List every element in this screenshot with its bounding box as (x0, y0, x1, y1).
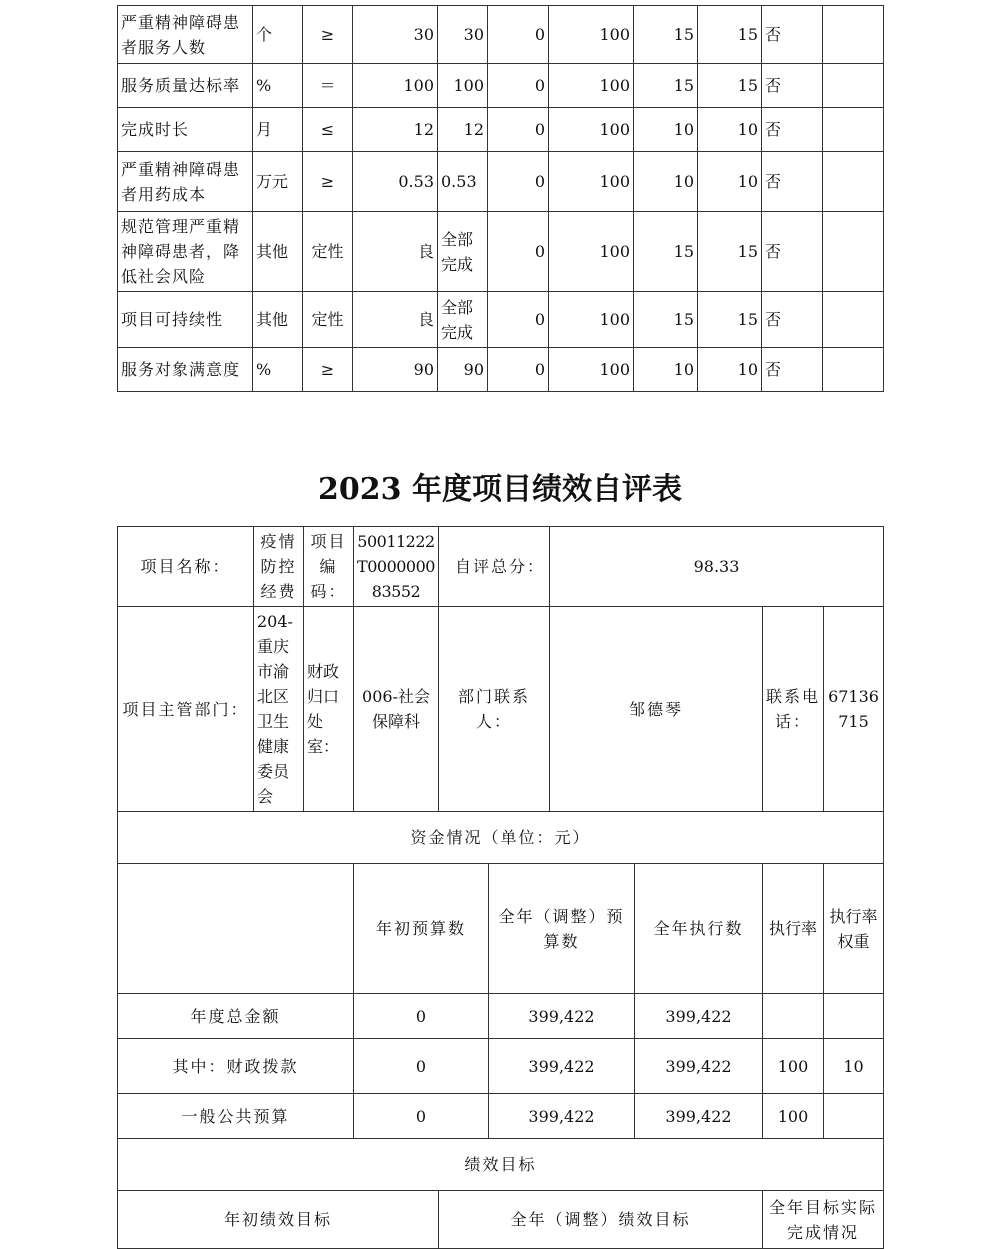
project-code-label: 项目编码： (304, 527, 354, 607)
indicator-name: 服务对象满意度 (118, 348, 253, 392)
indicator-score: 15 (698, 6, 762, 64)
fund-executed: 399,422 (635, 994, 763, 1039)
indicator-completion: 100 (549, 152, 634, 212)
indicator-note (823, 292, 884, 348)
indicator-flag: 否 (762, 6, 823, 64)
indicator-note (823, 6, 884, 64)
indicator-score: 10 (698, 152, 762, 212)
indicator-row (118, 6, 884, 64)
indicator-deviation: 0 (488, 212, 549, 292)
indicator-completion: 100 (549, 108, 634, 152)
indicator-actual: 12 (438, 108, 488, 152)
fund-initial: 0 (354, 1094, 489, 1139)
indicator-note (823, 64, 884, 108)
indicator-target: 30 (353, 6, 438, 64)
fund-weight (824, 1094, 884, 1139)
dept-label: 项目主管部门： (118, 607, 254, 812)
fund-adjusted: 399,422 (489, 1094, 635, 1139)
col-actual-completion: 全年目标实际完成情况 (763, 1191, 884, 1249)
finance-office-label: 财政归口处室： (304, 607, 354, 812)
col-adjusted-budget: 全年（调整）预算数 (489, 864, 635, 994)
indicator-target: 0.53 (353, 152, 438, 212)
indicator-row (118, 108, 884, 152)
funds-row (118, 994, 884, 1039)
indicator-target: 90 (353, 348, 438, 392)
indicator-completion: 100 (549, 6, 634, 64)
indicator-row (118, 212, 884, 292)
perf-header-row (118, 1139, 884, 1191)
fund-row-label: 一般公共预算 (118, 1094, 354, 1139)
indicator-flag: 否 (762, 292, 823, 348)
indicator-actual: 全部完成 (438, 212, 488, 292)
indicator-deviation: 0 (488, 6, 549, 64)
indicator-name: 严重精神障碍患者用药成本 (118, 152, 253, 212)
indicator-unit: 其他 (253, 212, 303, 292)
indicator-score: 10 (698, 348, 762, 392)
indicator-deviation: 0 (488, 292, 549, 348)
fund-row-label: 其中：财政拨款 (118, 1039, 354, 1094)
indicator-operator: 定性 (303, 212, 353, 292)
page-title: 2023 年度项目绩效自评表 (318, 472, 682, 507)
col-rate-weight: 执行率权重 (824, 864, 884, 994)
phone-value: 67136715 (824, 607, 884, 812)
fund-initial: 0 (354, 994, 489, 1039)
dept-value: 204-重庆市渝北区卫生健康委员会 (254, 607, 304, 812)
indicator-operator: ≥ (303, 152, 353, 212)
indicator-unit: 月 (253, 108, 303, 152)
fund-row-label: 年度总金额 (118, 994, 354, 1039)
perf-header: 绩效目标 (118, 1139, 884, 1191)
col-adjusted-target: 全年（调整）绩效目标 (439, 1191, 763, 1249)
fund-adjusted: 399,422 (489, 994, 635, 1039)
indicator-table (117, 5, 884, 392)
project-info-row (118, 527, 884, 607)
indicator-actual: 全部完成 (438, 292, 488, 348)
indicator-score: 15 (698, 212, 762, 292)
indicator-flag: 否 (762, 152, 823, 212)
indicator-completion: 100 (549, 348, 634, 392)
department-row (118, 607, 884, 812)
indicator-row (118, 64, 884, 108)
funds-header-row (118, 812, 884, 864)
fund-rate: 100 (763, 1094, 824, 1139)
indicator-target: 良 (353, 292, 438, 348)
indicator-deviation: 0 (488, 64, 549, 108)
indicator-score: 15 (698, 292, 762, 348)
indicator-unit: 万元 (253, 152, 303, 212)
fund-rate: 100 (763, 1039, 824, 1094)
indicator-name: 服务质量达标率 (118, 64, 253, 108)
project-name-value: 疫情防控经费 (254, 527, 304, 607)
indicator-target: 12 (353, 108, 438, 152)
indicator-weight: 15 (634, 64, 698, 108)
indicator-note (823, 108, 884, 152)
indicator-unit: 其他 (253, 292, 303, 348)
indicator-flag: 否 (762, 212, 823, 292)
indicator-flag: 否 (762, 108, 823, 152)
indicator-score: 15 (698, 64, 762, 108)
indicator-deviation: 0 (488, 348, 549, 392)
indicator-unit: 个 (253, 6, 303, 64)
project-name-label: 项目名称： (118, 527, 254, 607)
indicator-weight: 10 (634, 108, 698, 152)
funds-row (118, 1039, 884, 1094)
phone-label: 联系电话： (763, 607, 824, 812)
indicator-score: 10 (698, 108, 762, 152)
fund-weight (824, 994, 884, 1039)
indicator-operator: ≤ (303, 108, 353, 152)
indicator-actual: 0.53 (438, 152, 488, 212)
fund-weight: 10 (824, 1039, 884, 1094)
indicator-actual: 30 (438, 6, 488, 64)
funds-header: 资金情况（单位：元） (118, 812, 884, 864)
indicator-target: 良 (353, 212, 438, 292)
indicator-completion: 100 (549, 292, 634, 348)
indicator-note (823, 348, 884, 392)
indicator-operator: ≥ (303, 348, 353, 392)
indicator-name: 完成时长 (118, 108, 253, 152)
self-score-value: 98.33 (550, 527, 884, 607)
funds-row (118, 1094, 884, 1139)
indicator-row (118, 152, 884, 212)
indicator-completion: 100 (549, 212, 634, 292)
indicator-row (118, 348, 884, 392)
indicator-actual: 90 (438, 348, 488, 392)
col-initial-target: 年初绩效目标 (118, 1191, 439, 1249)
indicator-unit: % (253, 64, 303, 108)
fund-initial: 0 (354, 1039, 489, 1094)
indicator-weight: 15 (634, 212, 698, 292)
indicator-name: 规范管理严重精神障碍患者，降低社会风险 (118, 212, 253, 292)
indicator-target: 100 (353, 64, 438, 108)
fund-executed: 399,422 (635, 1094, 763, 1139)
contact-value: 邹德琴 (550, 607, 763, 812)
indicator-actual: 100 (438, 64, 488, 108)
contact-label: 部门联系人： (439, 607, 550, 812)
fund-adjusted: 399,422 (489, 1039, 635, 1094)
indicator-weight: 15 (634, 6, 698, 64)
indicator-operator: ≥ (303, 6, 353, 64)
fund-executed: 399,422 (635, 1039, 763, 1094)
col-exec-rate: 执行率 (763, 864, 824, 994)
col-initial-budget: 年初预算数 (354, 864, 489, 994)
indicator-deviation: 0 (488, 108, 549, 152)
indicator-note (823, 152, 884, 212)
self-score-label: 自评总分： (439, 527, 550, 607)
fund-rate (763, 994, 824, 1039)
perf-columns-row (118, 1191, 884, 1249)
indicator-flag: 否 (762, 64, 823, 108)
funds-corner (118, 864, 354, 994)
col-executed: 全年执行数 (635, 864, 763, 994)
indicator-name: 项目可持续性 (118, 292, 253, 348)
funds-columns-row (118, 864, 884, 994)
indicator-name: 严重精神障碍患者服务人数 (118, 6, 253, 64)
indicator-completion: 100 (549, 64, 634, 108)
indicator-row (118, 292, 884, 348)
self-evaluation-table (117, 526, 884, 1249)
indicator-weight: 15 (634, 292, 698, 348)
indicator-flag: 否 (762, 348, 823, 392)
indicator-unit: % (253, 348, 303, 392)
indicator-deviation: 0 (488, 152, 549, 212)
indicator-weight: 10 (634, 152, 698, 212)
indicator-operator: ＝ (303, 64, 353, 108)
indicator-note (823, 212, 884, 292)
indicator-operator: 定性 (303, 292, 353, 348)
project-code-value: 50011222T000000083552 (354, 527, 439, 607)
finance-office-value: 006-社会保障科 (354, 607, 439, 812)
indicator-weight: 10 (634, 348, 698, 392)
